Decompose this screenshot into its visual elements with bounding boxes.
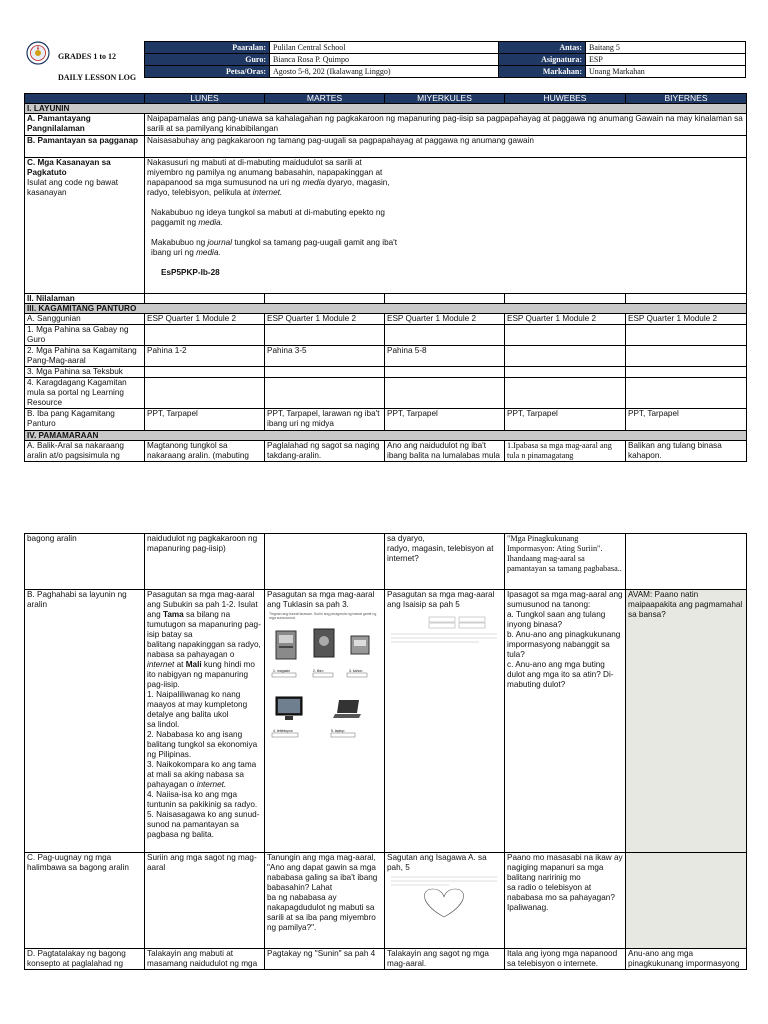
row-paghahabi bbox=[25, 590, 747, 853]
row-gabay-guro bbox=[25, 325, 747, 346]
row-label: 2. Mga Pahina sa Kagamitang Pang-Mag-aaral bbox=[25, 346, 145, 367]
school-label: Paaralan: bbox=[145, 42, 270, 54]
item-label-1: 1. magasin bbox=[273, 669, 291, 673]
row-label: D. Pagtatalakay ng bagong konsepto at paglalahad ng bbox=[25, 949, 145, 970]
row-label-cell bbox=[25, 158, 145, 294]
row-pagtatalakay bbox=[25, 949, 747, 970]
quarter-value: Unang Markahan bbox=[586, 66, 746, 78]
magazine-icon bbox=[275, 630, 297, 660]
grades-title: GRADES 1 to 12 bbox=[58, 52, 117, 61]
cell-miyerkules: Ano ang naidudulot ng iba't ibang balita na lumalabas mula bbox=[385, 441, 505, 462]
laptop-icon bbox=[333, 698, 363, 720]
cell-biyernes: PPT, Tarpapel bbox=[626, 409, 747, 431]
row-label: B. Iba pang Kagamitang Panturo bbox=[25, 409, 145, 431]
cell-martes: Pahina 3-5 bbox=[265, 346, 385, 367]
cell-martes: PPT, Tarpapel, larawan ng iba't ibang uri ng midya bbox=[265, 409, 385, 431]
cell-martes bbox=[265, 590, 385, 853]
section-kagamitang-panturo bbox=[25, 304, 747, 314]
cell-miyerkules: sa dyaryo, radyo, magasin, telebisyon at internet? bbox=[385, 534, 505, 590]
row-text: Naipapamalas ang pang-unawa sa kahalagahan ng pagkakaroon ng mapanuring pag-iisip sa pagpapahayag at paggawa ng anumang Gawain na may kinalaman sa sarili at sa pamilyang kinabibilangan bbox=[145, 114, 747, 136]
cell-huwebes: Ipasagot sa mga mag-aaral ang sumusunod na tanong: a. Tungkol saan ang tulang inyong binasa? b. Anu-ano ang pinagkukunang impormasyong nabanggit sa tula? c. Anu-ano ang mga buting dulot ang mga ito sa atin? Di-mabuting dulot? bbox=[505, 590, 626, 853]
cell-lunes: Suriin ang mga sagot ng mag-aaral bbox=[145, 853, 265, 949]
cell-martes: Paglalahad ng sagot sa naging takdang-aralin. bbox=[265, 441, 385, 462]
cell-huwebes: 1.Ipabasa sa mga mag-aaral ang tula n pinamagatang bbox=[505, 441, 626, 462]
cell-miyerkules: ESP Quarter 1 Module 2 bbox=[385, 314, 505, 325]
cell-lunes: Pasagutan sa mga mag-aaral ang Subukin sa pah 1-2. Isulat ang Tama sa bilang na tumutugon sa mapanuring pag-isip batay sa balitang napakinggan sa radyo, nabasa sa pahayagan o internet at Mali kung hindi mo ito nabigyan ng mapanuring pag-iisip. 1. Naipaliliwanag ko nang maayos at may kumpletong detalye ang balita ukol sa lindol. 2. Nababasa ko ang isang balitang tungkol sa ekonomiya ng Pilipinas. 3. Naikokompara ko ang tama at mali sa aking nabasa sa pahayagan o internet. 4. Naiisa-isa ko ang mga tuntunin sa pakikinig sa radyo. 5. Naisasagawa ko ang sunud-sunod na pamantayan sa pagbasa ng balita. bbox=[145, 590, 265, 853]
tuklasin-worksheet-image bbox=[269, 612, 379, 762]
row-text-cell bbox=[145, 158, 747, 294]
section-layunin bbox=[25, 104, 747, 114]
section-title: IV. PAMAMARAAN bbox=[25, 431, 747, 441]
cell-lunes: Talakayin ang mabuti at masamang naidudulot ng mga bbox=[145, 949, 265, 970]
item-label-3: 3. kahon bbox=[349, 669, 363, 673]
row-pamantayan-pagganap bbox=[25, 136, 747, 158]
cell-miyerkules bbox=[385, 590, 505, 853]
cell-huwebes: Paano mo masasabi na ikaw ay nagiging mapanuri sa mga balitang naririnig mo sa radio o telebisyon at nababasa mo sa pahayagan? Ipaliwanag. bbox=[505, 853, 626, 949]
competency-code: EsP5PKP-Ib-28 bbox=[161, 268, 220, 277]
deped-seal-logo bbox=[26, 41, 50, 65]
row-pag-uugnay bbox=[25, 853, 747, 949]
competency-2: Nakabubuo ng ideya tungkol sa mabuti at di-mabuting epekto ng paggamit ng media. bbox=[151, 208, 385, 227]
lesson-grid-page2 bbox=[24, 533, 747, 970]
daily-lesson-log-title: DAILY LESSON LOG bbox=[58, 73, 137, 82]
cell-martes: Pagtakay ng "Sunin" sa pah 4 bbox=[265, 949, 385, 970]
cell-huwebes: "Mga Pinagkukunang Impormasyon: Ating Suriin". Ihandaang mag-aaral sa pamantayan sa tamang pagbabasa.. bbox=[505, 534, 626, 590]
cell-huwebes: PPT, Tarpapel bbox=[505, 409, 626, 431]
row-teksbuk bbox=[25, 367, 747, 378]
cell-biyernes bbox=[626, 853, 747, 949]
row-label: bagong aralin bbox=[25, 534, 145, 590]
isagawa-heart-image bbox=[389, 875, 499, 919]
row-text: Naisasabuhay ang pagkakaroon ng tamang pag-uugali sa pagpapahayag at paggawa ng anumang gawain bbox=[145, 136, 747, 158]
lesson-grid-page1 bbox=[24, 93, 747, 462]
teacher-label: Guro: bbox=[145, 54, 270, 66]
quarter-label: Markahan: bbox=[499, 66, 586, 78]
grade-value: Baitang 5 bbox=[586, 42, 746, 54]
cell-miyerkules: Talakayin ang sagot ng mga mag-aaral. bbox=[385, 949, 505, 970]
row-label: 3. Mga Pahina sa Teksbuk bbox=[25, 367, 145, 378]
martes-text: Pasagutan sa mga mag-aaral ang Tuklasin sa pah 3. bbox=[267, 590, 375, 609]
cell-biyernes: Anu-ano ang mga pinagkukunang impormasyong bbox=[626, 949, 747, 970]
item-label-2: 2. libro bbox=[313, 669, 324, 673]
cell-biyernes: Balikan ang tulang binasa kahapon. bbox=[626, 441, 747, 462]
section-pamamaraan bbox=[25, 431, 747, 441]
row-label: C. Pag-uugnay ng mga halimbawa sa bagong aralin bbox=[25, 853, 145, 949]
row-sublabel: Isulat ang code ng bawat kasanayan bbox=[27, 178, 119, 197]
date-value: Agosto 5-8, 202 (Ikalawang Linggo) bbox=[270, 66, 499, 78]
cell-martes: Tanungin ang mga mag-aaral, "Ano ang dapat gawin sa mga nababasa galing sa iba't ibang babasahin? Lahat ba ng nababasa ay nakapagdudulot ng mabuti sa sarili at sa iba pang miyembro ng pamilya?". bbox=[265, 853, 385, 949]
row-label: C. Mga Kasanayan sa Pagkatuto bbox=[27, 158, 111, 177]
row-sanggunian bbox=[25, 314, 747, 325]
cell-miyerkules bbox=[385, 853, 505, 949]
item-label-5: 5. laptop bbox=[331, 729, 345, 733]
teacher-value: Bianca Rosa P. Quimpo bbox=[270, 54, 499, 66]
cell-miyerkules: PPT, Tarpapel bbox=[385, 409, 505, 431]
cell-huwebes: ESP Quarter 1 Module 2 bbox=[505, 314, 626, 325]
row-kasanayan bbox=[25, 158, 747, 294]
cell-martes: ESP Quarter 1 Module 2 bbox=[265, 314, 385, 325]
row-label: A. Sanggunian bbox=[25, 314, 145, 325]
book-icon bbox=[313, 628, 335, 658]
subject-value: ESP bbox=[586, 54, 746, 66]
worksheet-caption: Tingnan ang bawat larawan. Suriin ang pinagmula ng bawat gamit ng mga sumusunod. bbox=[269, 612, 377, 621]
row-nilalaman bbox=[25, 294, 747, 304]
day-biyernes: BIYERNES bbox=[626, 94, 747, 104]
day-martes: MARTES bbox=[265, 94, 385, 104]
cell-lunes: naidudulot ng pagkakaroon ng mapanuring pag-iisip) bbox=[145, 534, 265, 590]
cell-lunes: Pahina 1-2 bbox=[145, 346, 265, 367]
day-header-row bbox=[25, 94, 747, 104]
row-balik-aral bbox=[25, 441, 747, 462]
competency-3: Makabubuo ng journal tungkol sa tamang pag-uugali gamit ang iba't ibang uri ng media. bbox=[151, 238, 398, 257]
date-label: Petsa/Oras: bbox=[145, 66, 270, 78]
cell-biyernes: AVAM: Paano natin maipaapakita ang pagmamahal sa bansa? bbox=[626, 590, 747, 853]
day-lunes: LUNES bbox=[145, 94, 265, 104]
grade-label: Antas: bbox=[499, 42, 586, 54]
cell-miyerkules: Pahina 5-8 bbox=[385, 346, 505, 367]
item-label-4: 4. telebisyon bbox=[273, 729, 293, 733]
cell-biyernes: ESP Quarter 1 Module 2 bbox=[626, 314, 747, 325]
cell-lunes: Magtanong tungkol sa nakaraang aralin. (mabuting bbox=[145, 441, 265, 462]
cell-martes bbox=[265, 534, 385, 590]
section-title: I. LAYUNIN bbox=[25, 104, 747, 114]
cell-lunes: ESP Quarter 1 Module 2 bbox=[145, 314, 265, 325]
row-label: 1. Mga Pahina sa Gabay ng Guro bbox=[25, 325, 145, 346]
cell-lunes: PPT, Tarpapel bbox=[145, 409, 265, 431]
row-pamantayang-pangnilalaman bbox=[25, 114, 747, 136]
row-label: 4. Karagdagang Kagamitan mula sa portal ng Learning Resource bbox=[25, 378, 145, 409]
miyerkules-text: Pasagutan sa mga mag-aaral ang Isaisip sa pah 5 bbox=[387, 590, 495, 609]
page-1 bbox=[24, 40, 746, 470]
answer-boxes-2 bbox=[271, 732, 377, 738]
day-miyerkules: MIYERKULES bbox=[385, 94, 505, 104]
row-balik-aral-cont bbox=[25, 534, 747, 590]
row-kagamitang-mag-aaral bbox=[25, 346, 747, 367]
row-label: B. Pamantayan sa pagganap bbox=[25, 136, 145, 158]
isaisip-worksheet-image bbox=[389, 616, 499, 650]
cell-biyernes bbox=[626, 534, 747, 590]
television-icon bbox=[275, 696, 303, 722]
answer-boxes bbox=[271, 672, 377, 678]
subject-label: Asignatura: bbox=[499, 54, 586, 66]
header-info-table bbox=[144, 41, 746, 78]
row-karagdagang-kagamitan bbox=[25, 378, 747, 409]
school-value: Pulilan Central School bbox=[270, 42, 499, 54]
row-label: B. Paghahabi sa layunin ng aralin bbox=[25, 590, 145, 853]
row-label: A. Pamantayang Pangnilalaman bbox=[25, 114, 145, 136]
section-title: III. KAGAMITANG PANTURO bbox=[25, 304, 747, 314]
row-label: II. Nilalaman bbox=[25, 294, 145, 304]
row-label: A. Balik-Aral sa nakaraang aralin at/o pagsisimula ng bbox=[25, 441, 145, 462]
competency-1: Nakasusuri ng mabuti at di-mabuting maidudulot sa sarili at miyembro ng pamilya ng anumang babasahin, napapakinggan at napapanood sa mga sumusunod na uri ng media dyaryo, magasin, radyo, telebisyon, pelikula at internet. bbox=[147, 158, 390, 197]
box-icon bbox=[349, 634, 371, 656]
row-iba-pang-kagamitan bbox=[25, 409, 747, 431]
cell-huwebes: Itala ang iyong mga napanood sa telebisyon o internete. bbox=[505, 949, 626, 970]
day-huwebes: HUWEBES bbox=[505, 94, 626, 104]
miyerkules-text: Sagutan ang Isagawa A. sa pah, 5 bbox=[387, 853, 487, 872]
